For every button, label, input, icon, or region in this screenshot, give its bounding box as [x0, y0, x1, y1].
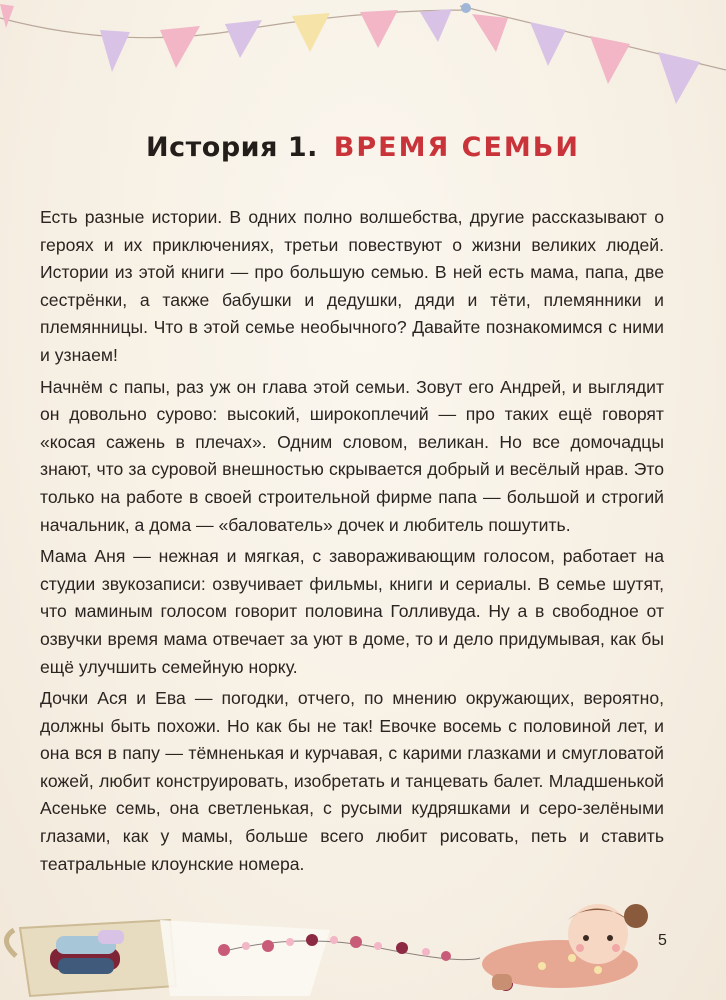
- paragraph-mom: Мама Аня — нежная и мягкая, с завораживающим голосом, работает на студии звукозаписи: озвучивает фильмы, книги и сериалы. В семье шутят, что маминым голосом говорит половина Голливуда. Ну а в свободное от озвучки время мама отвечает за уют в доме, то и дело придумывая, как бы ещё улучшить семейную норку.: [40, 546, 664, 677]
- bunting-flags-icon: [0, 0, 726, 110]
- title-name: ВРЕМЯ СЕМЬИ: [333, 132, 580, 163]
- rag-doll-icon: [482, 904, 648, 990]
- paragraph-daughters: Дочки Ася и Ева — погодки, отчего, по мнению окружающих, вероятно, должны быть похожи. Но как бы не так! Евочке восемь с половиной лет, и она вся в папу — тёмненькая и курчавая, с карими глазками и смугловатой кожей, любит конструировать, изобретать и танцевать балет. Младшенькой Асеньке семь, она светленькая, с русыми кудряшками и серо-зелёными глазами, как у мамы, больше всего любит рисовать, петь и ставить театральные клоунские номера.: [40, 688, 664, 874]
- footer-illustration: [0, 900, 726, 1000]
- paragraph-dad: Начнём с папы, раз уж он глава этой семьи. Зовут его Андрей, и выглядит он довольно сурово: высокий, широкоплечий — про таких ещё говорят «косая сажень в плечах». Одним словом, великан. Но все домочадцы знают, что за суровой внешностью скрывается добрый и весёлый нрав. Это только на работе в своей строительной фирме папа — большой и строгий начальник, а дома — «балователь» дочек и любитель пошутить.: [40, 376, 664, 535]
- paragraph-intro: Есть разные истории. В одних полно волшебства, другие рассказывают о героях и их приключениях, третьи повествуют о жизни великих людей. Истории из этой книги — про большую семью. В ней есть мама, папа, две сестрёнки, а также бабушки и дедушки, дяди и тёти, племянники и племянницы. Что в этой семье необычного? Давайте познакомимся с ними и узнаем!: [40, 207, 664, 365]
- story-text: [40, 204, 664, 878]
- title-prefix: История 1.: [146, 132, 318, 163]
- page-number: 5: [658, 932, 667, 949]
- page-title: [0, 132, 726, 163]
- sewing-basket-icon: [6, 920, 176, 996]
